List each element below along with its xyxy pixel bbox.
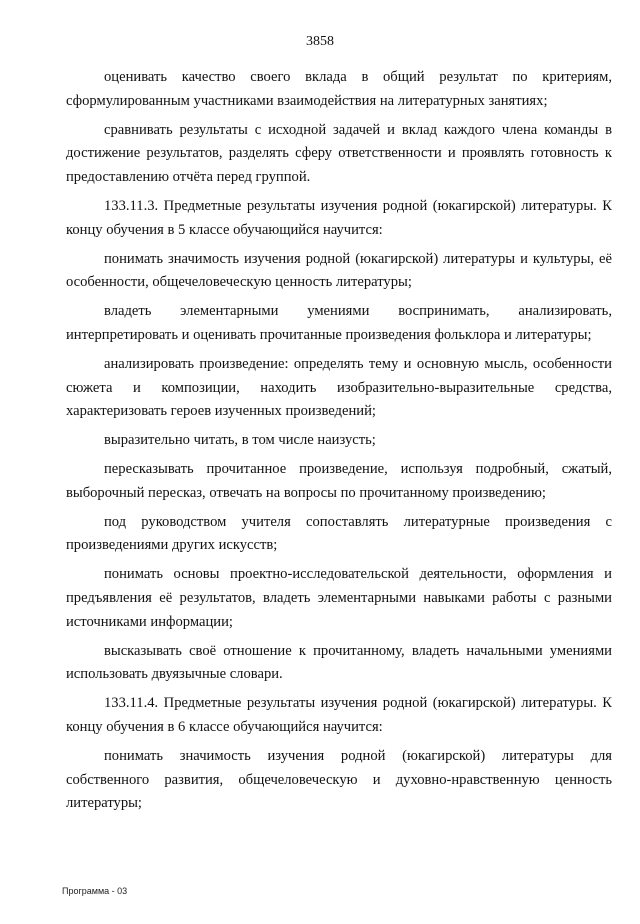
section-heading-paragraph: 133.11.3. Предметные результаты изучения родной (юкагирской) литературы. К концу обучения в 5 классе обучающийся научится: — [66, 197, 612, 238]
paragraph: владеть элементарными умениями воспринимать, анализировать, интерпретировать и оценивать прочитанные произведения фольклора и литературы; — [66, 303, 612, 343]
body-text — [66, 66, 612, 821]
page-number: 3858 — [306, 34, 334, 49]
paragraph: понимать значимость изучения родной (юкагирской) литературы для собственного развития, общечеловеческую и духовно-нравственную ценность литературы; — [66, 747, 612, 812]
paragraph: сравнивать результаты с исходной задачей и вклад каждого члена команды в достижение результатов, разделять сферу ответственности и проявлять готовность к предоставлению отчёта перед группой. — [66, 121, 612, 186]
paragraph: понимать значимость изучения родной (юкагирской) литературы и культуры, её особенности, общечеловеческую ценность литературы; — [66, 250, 612, 291]
paragraph: оценивать качество своего вклада в общий результат по критериям, сформулированным участниками взаимодействия на литературных занятиях; — [66, 69, 612, 109]
paragraph: выразительно читать, в том числе наизусть; — [104, 432, 376, 449]
paragraph: высказывать своё отношение к прочитанному, владеть начальными умениями использовать двуязычные словари. — [66, 642, 612, 683]
paragraph: понимать основы проектно-исследовательской деятельности, оформления и предъявления её результатов, владеть элементарными навыками работы с разными источниками информации; — [66, 566, 612, 630]
paragraph: анализировать произведение: определять тему и основную мысль, особенности сюжета и композиции, находить изобразительно-выразительные средства, характеризовать героев изученных произведений; — [66, 355, 612, 420]
paragraph: под руководством учителя сопоставлять литературные произведения с произведениями других искусств; — [66, 513, 612, 554]
paragraph: пересказывать прочитанное произведение, используя подробный, сжатый, выборочный пересказ, отвечать на вопросы по прочитанному произведению; — [66, 460, 612, 501]
page-footer: Программа - 03 — [62, 886, 128, 896]
section-heading-paragraph: 133.11.4. Предметные результаты изучения родной (юкагирской) литературы. К концу обучения в 6 классе обучающийся научится: — [66, 695, 612, 735]
